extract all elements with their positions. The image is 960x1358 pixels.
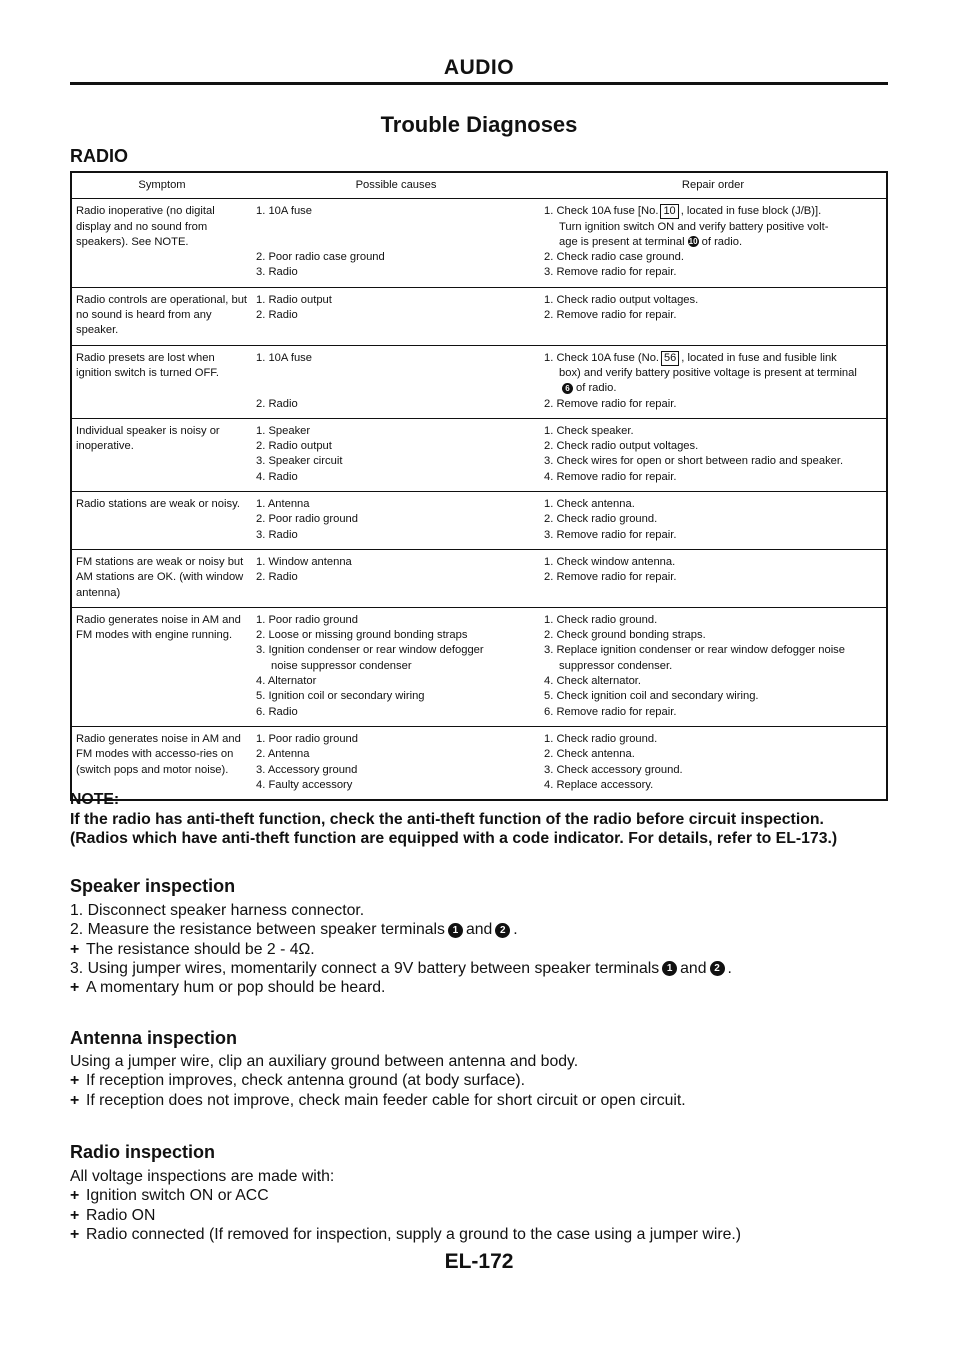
speaker-inspection-body <box>70 901 900 997</box>
radio-inspection-body <box>70 1167 900 1244</box>
cause-line: 1. Poor radio ground <box>256 613 358 626</box>
cause-line: 4. Faulty accessory <box>256 778 353 791</box>
note-line: (Radios which have anti-theft function are equipped with a code indicator. For details, refer to EL-173.) <box>70 830 838 847</box>
col-repair-order: Repair order <box>540 172 887 199</box>
cause-line: 1. 10A fuse <box>256 205 312 218</box>
symptom-cell: FM stations are weak or noisy but AM stations are OK. (with window antenna) <box>71 549 252 607</box>
terminal-2-icon: 2 <box>710 961 725 976</box>
repair-line: 1. Check radio ground. <box>544 732 658 745</box>
cause-line: 3. Speaker circuit <box>256 455 343 468</box>
note-block <box>70 790 900 849</box>
causes-cell <box>252 199 540 287</box>
and-text: and <box>680 959 707 977</box>
cause-line: 1. Window antenna <box>256 555 352 568</box>
col-possible-causes: Possible causes <box>252 172 540 199</box>
repair-line: 5. Check ignition coil and secondary wiring. <box>544 690 759 703</box>
header-rule <box>70 82 888 85</box>
repair-line: 6. Remove radio for repair. <box>544 705 677 718</box>
repair-line <box>544 381 882 396</box>
step-text: 3. Using jumper wires, momentarily connect a 9V battery between speaker terminals <box>70 959 660 977</box>
symptom-cell: Radio generates noise in AM and FM modes with accesso-ries on (switch pops and motor noise). <box>76 732 241 776</box>
col-symptom: Symptom <box>71 172 252 199</box>
bullet-icon: + <box>70 1091 80 1109</box>
repair-text: age is present at terminal <box>559 235 685 248</box>
repair-line: 1. Check antenna. <box>544 498 635 511</box>
repair-text: 1. Check 10A fuse [No. <box>544 205 659 218</box>
repair-line: 3. Remove radio for repair. <box>544 266 677 279</box>
note-label: NOTE: <box>70 791 120 808</box>
cause-line: 6. Radio <box>256 705 298 718</box>
bullet-line <box>70 940 900 959</box>
period-text: . <box>513 921 518 939</box>
cause-line: 3. Radio <box>256 528 298 541</box>
cause-line: 1. Poor radio ground <box>256 732 358 745</box>
cause-line: 1. 10A fuse <box>256 351 312 364</box>
table-row <box>71 287 887 345</box>
repair-line: 4. Remove radio for repair. <box>544 470 677 483</box>
repair-line: 3. Remove radio for repair. <box>544 528 677 541</box>
table-row <box>71 492 887 550</box>
repair-line: 4. Replace accessory. <box>544 778 654 791</box>
causes-cell <box>252 418 540 491</box>
bullet-line <box>70 978 900 997</box>
page-header: AUDIO <box>443 56 515 79</box>
antenna-inspection-body <box>70 1052 900 1110</box>
bullet-text: A momentary hum or pop should be heard. <box>86 979 386 997</box>
table-row <box>71 199 887 287</box>
table-row <box>71 345 887 418</box>
table-row <box>71 549 887 607</box>
symptom-cell: Radio presets are lost when ignition switch is turned OFF. <box>71 345 252 418</box>
repair-line: 2. Remove radio for repair. <box>544 571 677 584</box>
step-text: 2. Measure the resistance between speaker terminals <box>70 921 445 939</box>
repair-line: 3. Check accessory ground. <box>544 763 683 776</box>
symptom-cell: Radio controls are operational, but no sound is heard from any speaker. <box>71 287 252 345</box>
bullet-text: Radio ON <box>86 1206 156 1224</box>
cause-line: 1. Antenna <box>256 498 310 511</box>
repair-line: 2. Check antenna. <box>544 748 635 761</box>
repair-cell <box>540 199 887 287</box>
repair-line: 4. Check alternator. <box>544 675 642 688</box>
repair-cell <box>540 607 887 726</box>
repair-line <box>544 204 882 219</box>
terminal-number-icon: 10 <box>688 237 698 247</box>
repair-line: Turn ignition switch ON and verify battery positive volt- <box>559 220 829 233</box>
terminal-2-icon: 2 <box>495 923 510 938</box>
bullet-icon: + <box>70 1225 80 1243</box>
cause-line: 2. Poor radio case ground <box>256 251 385 264</box>
causes-cell <box>252 287 540 345</box>
trouble-diagnoses-table <box>70 171 888 801</box>
cause-line: 2. Radio <box>256 309 298 322</box>
repair-line: 2. Check radio case ground. <box>544 251 684 264</box>
spacer <box>256 366 536 381</box>
repair-line: 3. Check wires for open or short between radio and speaker. <box>544 455 844 468</box>
repair-line: box) and verify battery positive voltage is present at terminal <box>559 366 857 379</box>
repair-line: 2. Check ground bonding straps. <box>544 629 706 642</box>
repair-line: 3. Replace ignition condenser or rear window defogger noise <box>544 644 846 657</box>
cause-line: 3. Radio <box>256 266 298 279</box>
cause-line: 2. Radio <box>256 571 298 584</box>
repair-line: 1. Check radio output voltages. <box>544 293 699 306</box>
repair-cell <box>540 549 887 607</box>
repair-line: 2. Check radio output voltages. <box>544 440 699 453</box>
repair-line <box>544 351 882 366</box>
cause-line: 2. Loose or missing ground bonding straps <box>256 629 468 642</box>
speaker-inspection-heading: Speaker inspection <box>70 876 236 896</box>
repair-line: 2. Remove radio for repair. <box>544 309 677 322</box>
table-row <box>71 418 887 491</box>
repair-line: suppressor condenser. <box>559 659 673 672</box>
repair-line: 2. Remove radio for repair. <box>544 397 677 410</box>
cause-line: 4. Alternator <box>256 675 317 688</box>
spacer <box>256 381 536 396</box>
bullet-line <box>70 1225 900 1244</box>
symptom-cell: Radio generates noise in AM and FM modes with engine running. <box>71 607 252 726</box>
repair-line: 1. Check speaker. <box>544 424 634 437</box>
table-row <box>71 607 887 726</box>
repair-text: 1. Check 10A fuse (No. <box>544 351 660 364</box>
repair-cell <box>540 418 887 491</box>
table-header-row <box>71 172 887 199</box>
repair-cell <box>540 345 887 418</box>
repair-text: , located in fuse block (J/B)]. <box>680 205 822 218</box>
page-title: Trouble Diagnoses <box>380 112 578 137</box>
bullet-icon: + <box>70 979 80 997</box>
symptom-cell: Radio stations are weak or noisy. <box>71 492 252 550</box>
repair-line: 1. Check radio ground. <box>544 613 658 626</box>
repair-text: of radio. <box>576 382 617 395</box>
bullet-icon: + <box>70 1206 80 1224</box>
cause-line: 5. Ignition coil or secondary wiring <box>256 690 425 703</box>
terminal-1-icon: 1 <box>662 961 677 976</box>
page-number: EL-172 <box>444 1250 514 1273</box>
terminal-number-icon: 6 <box>562 383 573 394</box>
repair-line: 1. Check window antenna. <box>544 555 676 568</box>
cause-line: 1. Radio output <box>256 293 332 306</box>
repair-line <box>544 235 882 250</box>
repair-text: of radio. <box>701 235 743 248</box>
step-line <box>70 920 900 939</box>
bullet-icon: + <box>70 1072 80 1090</box>
cause-line: 4. Radio <box>256 470 298 483</box>
bullet-line <box>70 1091 900 1110</box>
symptom-cell: Radio inoperative (no digital display and no sound from speakers). See NOTE. <box>71 199 252 287</box>
antenna-inspection-heading: Antenna inspection <box>70 1028 238 1048</box>
bullet-line <box>70 1071 900 1090</box>
spacer <box>256 220 536 235</box>
bullet-text: If reception does not improve, check main feeder cable for short circuit or open circuit. <box>86 1091 686 1109</box>
cause-line: 3. Ignition condenser or rear window defogger <box>256 644 484 657</box>
repair-cell <box>540 287 887 345</box>
cause-line: 2. Poor radio ground <box>256 513 358 526</box>
cause-line: noise suppressor condenser <box>271 659 412 672</box>
causes-cell <box>252 607 540 726</box>
bullet-text: Radio connected (If removed for inspection, supply a ground to the case using a jumper wire.) <box>86 1225 742 1243</box>
bullet-text: Ignition switch ON or ACC <box>86 1187 269 1205</box>
spacer <box>256 235 536 250</box>
bullet-icon: + <box>70 1187 80 1205</box>
step-line <box>70 959 900 978</box>
fuse-number-box: 56 <box>661 351 679 366</box>
bullet-line <box>70 1206 900 1225</box>
note-line: If the radio has anti-theft function, check the anti-theft function of the radio before circuit inspection. <box>70 810 824 828</box>
para-line: Using a jumper wire, clip an auxiliary ground between antenna and body. <box>70 1053 579 1070</box>
section-title: RADIO <box>70 146 128 166</box>
bullet-line <box>70 1186 900 1205</box>
symptom-cell: Individual speaker is noisy or inoperative. <box>71 418 252 491</box>
terminal-1-icon: 1 <box>448 923 463 938</box>
bullet-text: If reception improves, check antenna ground (at body surface). <box>86 1072 526 1090</box>
and-text: and <box>465 921 493 939</box>
radio-inspection-heading: Radio inspection <box>70 1142 216 1162</box>
period-text: . <box>727 959 732 977</box>
repair-cell <box>540 492 887 550</box>
repair-line: 2. Check radio ground. <box>544 513 658 526</box>
fuse-number-box: 10 <box>660 204 678 219</box>
repair-text: , located in fuse and fusible link <box>681 351 837 364</box>
cause-line: 2. Radio <box>256 397 298 410</box>
cause-line: 2. Radio output <box>256 440 332 453</box>
cause-line: 1. Speaker <box>256 424 311 437</box>
causes-cell <box>252 549 540 607</box>
causes-cell <box>252 492 540 550</box>
causes-cell <box>252 345 540 418</box>
bullet-icon: + <box>70 940 80 958</box>
bullet-text: The resistance should be 2 - 4Ω. <box>86 940 315 958</box>
para-line: All voltage inspections are made with: <box>70 1168 335 1185</box>
step-line: 1. Disconnect speaker harness connector. <box>70 902 365 919</box>
cause-line: 2. Antenna <box>256 748 310 761</box>
cause-line: 3. Accessory ground <box>256 763 358 776</box>
